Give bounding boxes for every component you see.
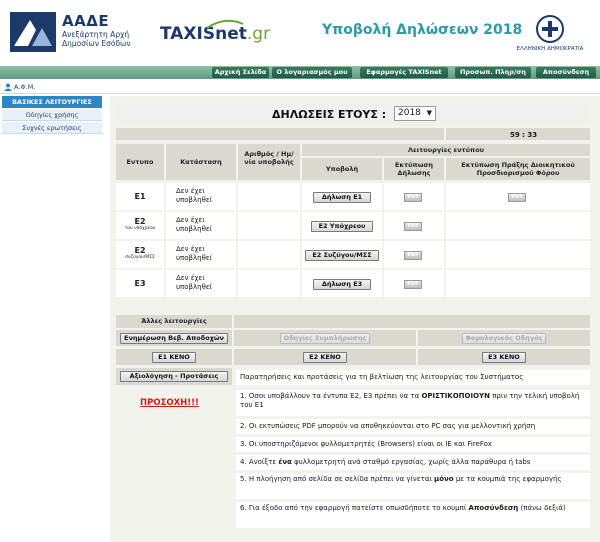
status-text: Δεν έχει υποβληθεί xyxy=(176,216,213,233)
note-6-text-c: (πάνω δεξιά) xyxy=(518,504,566,512)
note-1-text-b: ΟΡΙΣΤΙΚΟΠΟΙΟΥΝ xyxy=(421,392,490,400)
submit-e2-button[interactable]: Ε2 Υπόχρεου xyxy=(311,221,373,232)
taxis-tld: .gr xyxy=(246,24,271,44)
note-5-text-a: 5. Η πλοήγηση από σελίδα σε σελίδα πρέπει να γίνεται xyxy=(240,475,435,483)
form-sub: του υπόχρεου xyxy=(124,226,156,231)
table-row-form xyxy=(116,183,164,210)
update-income-button[interactable]: Ενημέρωση Βεβ. Αποδοχών xyxy=(120,333,228,344)
pdf-icon: PDF xyxy=(404,222,422,231)
table-row-number xyxy=(238,241,300,268)
republic-label: ΕΛΛΗΝΙΚΗ ΔΗΜΟΚΡΑΤΙΑ xyxy=(516,46,584,52)
note-1-text-a: 1. Οσοι υποβάλλουν τα έντυπα Ε2, Ε3 πρέπει να τα xyxy=(240,392,422,400)
note-6-text-b: Αποσύνδεση xyxy=(468,504,519,512)
pdf-icon: PDF xyxy=(404,193,422,202)
table-row-number xyxy=(238,212,300,239)
status-text: Δεν έχει υποβληθεί xyxy=(176,187,213,204)
year-value: 2018 xyxy=(398,108,421,118)
col-form-header: Εντυπο xyxy=(116,144,164,180)
submit-e3-button[interactable]: Δήλωση Ε3 xyxy=(313,279,371,290)
main-navbar xyxy=(0,66,600,79)
table-row-form xyxy=(116,241,164,268)
note-5-text-b: μόνο xyxy=(434,475,454,483)
submit-e2-spouse-button[interactable]: Ε2 Συζύγου/ΜΣΣ xyxy=(305,250,379,261)
declarations-title: ΔΗΛΩΣΕΙΣ ΕΤΟΥΣ : xyxy=(272,108,387,121)
e2-blank-button[interactable]: Ε2 ΚΕΝΟ xyxy=(303,352,347,363)
taxis-name: TAXISnet xyxy=(160,24,247,44)
form-code: Ε1 xyxy=(134,192,146,201)
sidebar-item-instructions[interactable]: Οδηγίες χρήσης xyxy=(2,109,102,121)
note-4-text-b: ένα xyxy=(278,458,292,466)
note-6-text-a: 6. Για έξοδο από την εφαρμογή πατείστε οπωσδήποτε το κουμπί xyxy=(240,504,469,512)
pdf-icon: PDF xyxy=(404,251,422,260)
note-5-text-c: με τα κουμπιά της εφαρμογής xyxy=(453,475,562,483)
warning-link[interactable]: ΠΡΟΣΟΧΗ!!! xyxy=(140,398,199,408)
user-bar xyxy=(0,80,600,94)
blank-bar xyxy=(116,128,444,140)
nav-taxisnet-apps[interactable]: Εφαρμογές TAXISnet xyxy=(360,67,448,78)
nav-logout[interactable]: Αποσύνδεση xyxy=(536,67,596,78)
note-4-text-a: 4. Ανοίξτε xyxy=(240,458,279,466)
other-functions-title: Άλλες λειτουργίες xyxy=(116,315,232,328)
sidebar-item-faq[interactable]: Συχνές ερωτήσεις xyxy=(2,122,102,134)
greek-emblem-icon xyxy=(535,14,565,44)
note-5 xyxy=(236,473,590,499)
afm-label: Α.Φ.Μ. xyxy=(14,83,36,91)
org-acronym: ΑΑΔΕ xyxy=(62,12,110,30)
sidebar xyxy=(0,96,102,542)
feedback-button[interactable]: Αξιολόγηση - Προτάσεις xyxy=(120,371,228,382)
form-code: Ε2 xyxy=(134,217,146,226)
note-3: 3. Οι υποστηριζόμενοι φυλλομετρητές (Browsers) είναι οι IE και FireFox xyxy=(236,437,590,452)
note-1-text-c: πριν την τελική υποβολή του Ε1 xyxy=(240,392,580,409)
status-text: Δεν έχει υποβληθεί xyxy=(176,274,213,291)
note-1 xyxy=(236,390,590,416)
feedback-text: Παρατηρήσεις και προτάσεις για τη βελτίωση της λειτουργίας του Συστήματος xyxy=(236,370,590,385)
note-6 xyxy=(236,502,590,528)
fill-guide-button[interactable]: Οδηγίες Συμπλήρωσης xyxy=(280,333,370,344)
table-row-form xyxy=(116,212,164,239)
nav-my-account[interactable]: Ο λογαριασμός μου xyxy=(272,67,352,78)
other-functions-bar xyxy=(234,315,590,328)
nav-home[interactable]: Αρχική Σελίδα xyxy=(212,67,269,78)
col-print-header: Εκτύπωση Δήλωσης xyxy=(384,158,444,180)
session-timer: 59 : 33 xyxy=(510,131,538,139)
chevron-down-icon: ▼ xyxy=(426,109,432,117)
pdf-icon: PDF xyxy=(508,193,526,202)
table-row-print-act-cell xyxy=(446,212,590,239)
form-code: Ε3 xyxy=(134,279,146,288)
col-functions-header: Λειτουργίες εντύπου xyxy=(302,144,590,156)
swoosh-icon xyxy=(205,18,245,30)
submit-e1-button[interactable]: Δήλωση Ε1 xyxy=(313,192,371,203)
note-4-text-c: φυλλομετρητή ανά σταθμό εργασίας, χωρίς άλλα παράθυρα ή tabs xyxy=(291,458,531,466)
col-submit-header: Υποβολή xyxy=(302,158,382,180)
e1-blank-button[interactable]: Ε1 ΚΕΝΟ xyxy=(152,352,196,363)
tax-guide-button[interactable]: Φορολογικός Οδηγός xyxy=(462,333,546,344)
col-print-act-header: Εκτύπωση Πράξης Διοικητικού Προσδιορισμού Φόρου xyxy=(446,158,590,180)
page-title: Υποβολή Δηλώσεων 2018 xyxy=(322,22,523,38)
col-number-header: Αριθμός / Ημ/ νία υποβολής xyxy=(238,144,300,180)
form-code: Ε2 xyxy=(134,246,146,255)
col-status-header: Κατάσταση xyxy=(166,144,236,180)
table-row-print-act-cell xyxy=(446,241,590,268)
note-2: 2. Οι εκτυπώσεις PDF μπορούν να αποθηκεύονται στο PC σας για μελλοντική χρήση xyxy=(236,419,590,434)
org-line1: Ανεξάρτητη Αρχή xyxy=(62,30,130,39)
e3-blank-button[interactable]: Ε3 ΚΕΝΟ xyxy=(482,352,526,363)
table-row-number xyxy=(238,183,300,210)
table-row-form xyxy=(116,270,164,297)
sidebar-title: ΒΑΣΙΚΕΣ ΛΕΙΤΟΥΡΓΙΕΣ xyxy=(2,96,102,108)
year-select[interactable] xyxy=(394,106,436,121)
site-header xyxy=(0,0,600,66)
status-text: Δεν έχει υποβληθεί xyxy=(176,245,213,262)
aade-logo-icon xyxy=(10,12,56,52)
user-icon xyxy=(4,83,12,91)
org-line2: Δημοσίων Εσόδων xyxy=(62,39,131,48)
form-sub: συζύγου/ΜΣΣ xyxy=(125,255,155,260)
nav-personal-info[interactable]: Προσωπ. Πληρ/ση xyxy=(455,67,531,78)
pdf-icon: PDF xyxy=(404,280,422,289)
note-4 xyxy=(236,455,590,470)
table-row-number xyxy=(238,270,300,297)
table-row-print-act-cell xyxy=(446,270,590,297)
